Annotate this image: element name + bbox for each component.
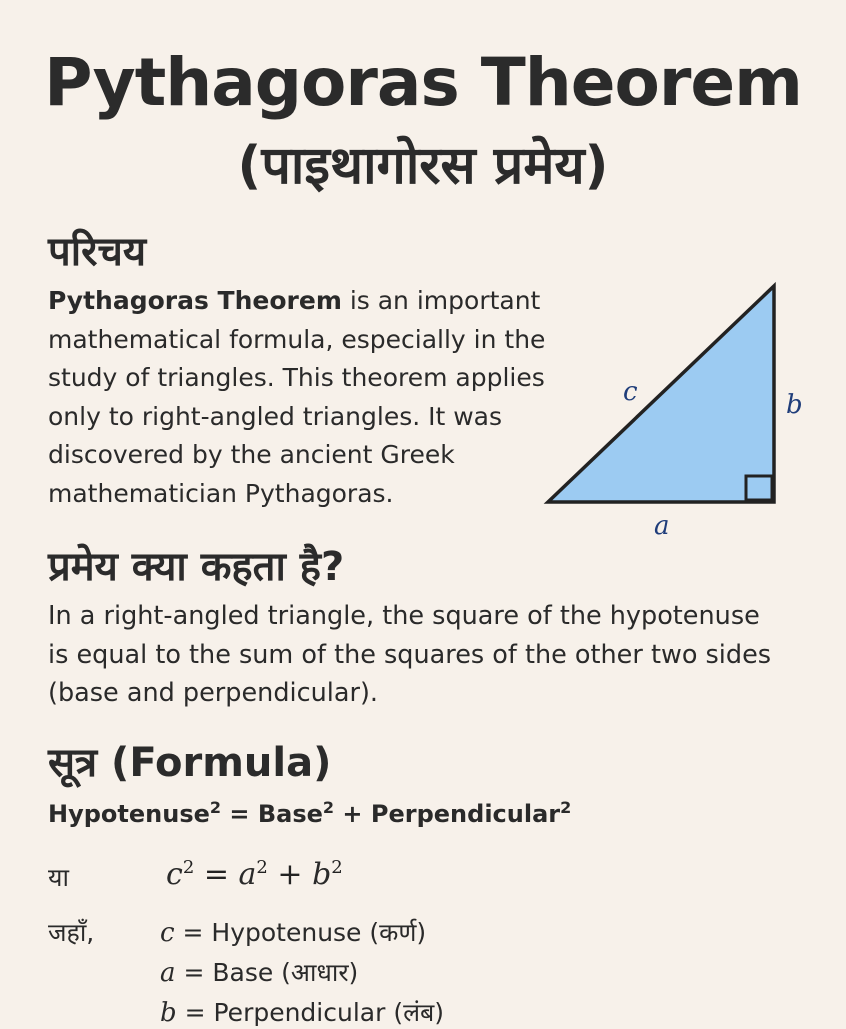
formula-hyp-power: 2 xyxy=(209,798,222,817)
formula-heading: सूत्र (Formula) xyxy=(48,740,332,786)
formula-perp-power: 2 xyxy=(560,798,572,817)
sym-eq-sign: = xyxy=(203,857,229,892)
def-text-b: = Perpendicular (लंब) xyxy=(176,998,445,1027)
definition-c xyxy=(160,915,426,949)
formula-base-power: 2 xyxy=(322,798,335,817)
sym-a-power: 2 xyxy=(256,857,268,878)
triangle-shape xyxy=(548,286,774,502)
def-text-a: = Base (आधार) xyxy=(175,958,359,987)
label-base-a: a xyxy=(654,511,670,541)
intro-text: is an important mathematical formula, especially in the study of triangles. This theorem applies only to right-angled triangles. It was discovered by the ancient Greek mathematician Pythagoras. xyxy=(48,286,546,508)
formula-perp: Perpendicular xyxy=(370,800,561,828)
intro-paragraph xyxy=(48,282,578,513)
formula-base: Base xyxy=(257,800,323,828)
formula-plus-sign: + xyxy=(342,800,363,828)
intro-bold-lead: Pythagoras Theorem xyxy=(48,286,342,315)
label-perpendicular-b: b xyxy=(786,390,803,420)
where-label: जहाँ, xyxy=(48,918,95,947)
intro-heading: परिचय xyxy=(48,229,147,275)
sym-c-power: 2 xyxy=(182,857,195,878)
or-label: या xyxy=(48,863,69,892)
page-title: Pythagoras Theorem xyxy=(44,44,802,121)
sym-plus-sign: + xyxy=(277,857,303,892)
sym-b: b xyxy=(312,857,332,892)
def-sym-a: a xyxy=(160,958,176,988)
def-sym-c: c xyxy=(160,918,175,948)
page-subtitle: (पाइथागोरस प्रमेय) xyxy=(237,136,609,196)
formula-hyp: Hypotenuse xyxy=(48,800,210,828)
label-hypotenuse-c: c xyxy=(623,377,638,407)
sym-a: a xyxy=(238,857,257,892)
sym-b-power: 2 xyxy=(331,857,343,878)
formula-symbolic xyxy=(166,857,343,892)
right-triangle-diagram xyxy=(530,270,830,550)
formula-eq-sign: = xyxy=(229,800,250,828)
def-text-c: = Hypotenuse (कर्ण) xyxy=(174,918,427,947)
definition-a xyxy=(160,955,358,989)
statement-heading: प्रमेय क्या कहता है? xyxy=(48,544,345,590)
sym-c: c xyxy=(166,857,183,892)
formula-words xyxy=(48,798,571,828)
statement-paragraph: In a right-angled triangle, the square of the hypotenuse is equal to the sum of the squares of the other two sides (base and perpendicular). xyxy=(48,601,772,708)
def-sym-b: b xyxy=(160,998,177,1028)
